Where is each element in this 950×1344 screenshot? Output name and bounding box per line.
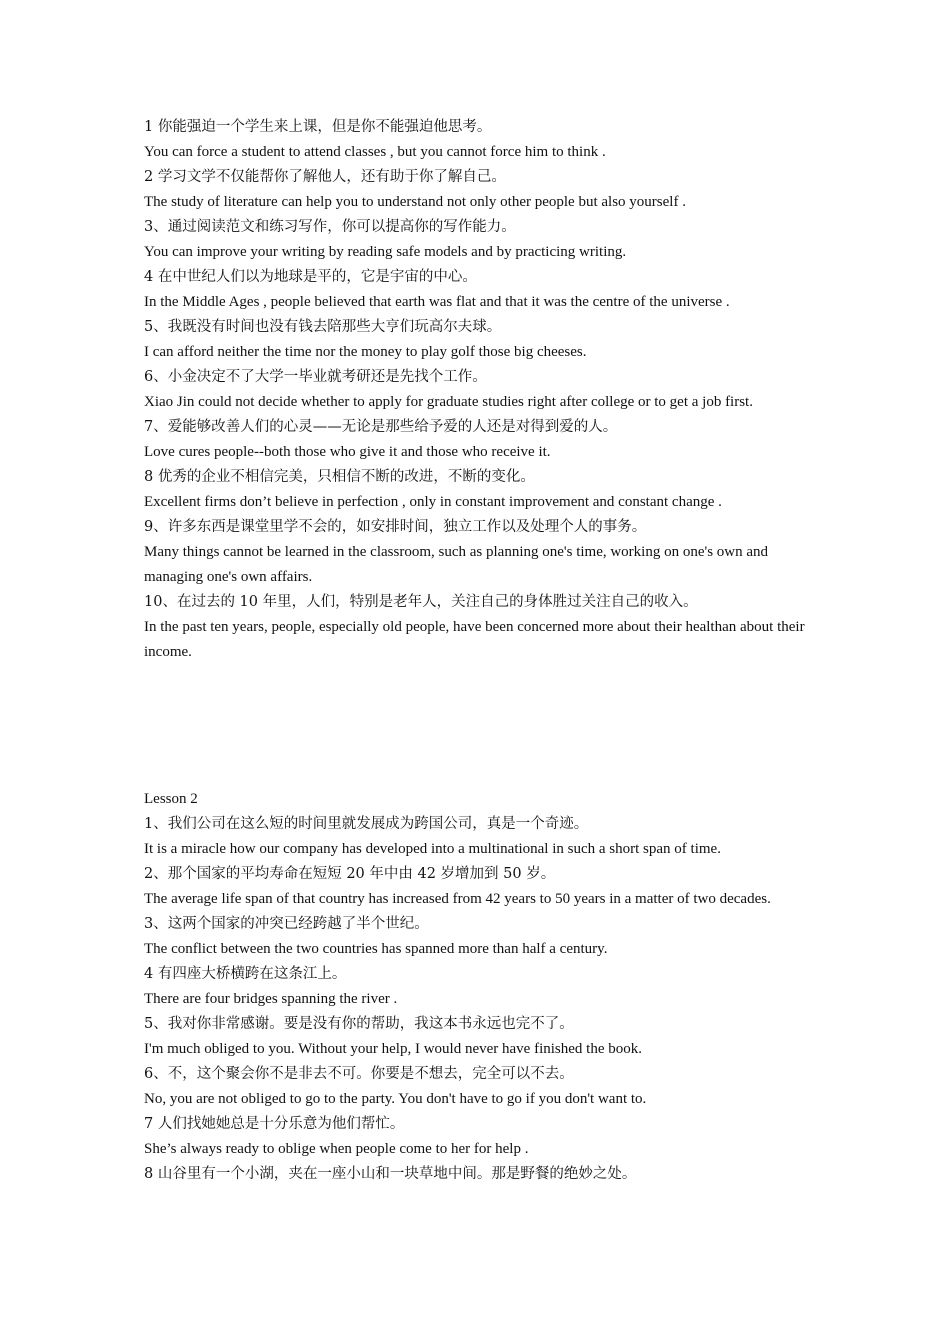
lesson-2-section [144, 787, 814, 1187]
sentence-5-english: I can afford neither the time nor the money to play golf those big cheeses. [144, 344, 587, 360]
lesson-1-section [144, 115, 814, 665]
lesson-2-sentence-5-english: I'm much obliged to you. Without your help, I would never have finished the book. [144, 1041, 642, 1057]
sentence-4-chinese: 4 在中世纪人们以为地球是平的，它是宇宙的中心。 [144, 269, 477, 285]
sentence-2-english: The study of literature can help you to understand not only other people but also yourself . [144, 194, 686, 210]
sentence-3-chinese: 3、通过阅读范文和练习写作，你可以提高你的写作能力。 [144, 219, 516, 235]
sentence-2-chinese: 2 学习文学不仅能帮你了解他人，还有助于你了解自己。 [144, 169, 506, 185]
sentence-5-chinese: 5、我既没有时间也没有钱去陪那些大亨们玩高尔夫球。 [144, 319, 502, 335]
lesson-2-heading: Lesson 2 [144, 791, 198, 807]
lesson-2-sentence-8-chinese: 8 山谷里有一个小湖，夹在一座小山和一块草地中间。那是野餐的绝妙之处。 [144, 1166, 637, 1182]
lesson-2-sentence-7-chinese: 7 人们找她她总是十分乐意为他们帮忙。 [144, 1116, 405, 1132]
sentence-4-english: In the Middle Ages , people believed that earth was flat and that it was the centre of the universe . [144, 294, 730, 310]
lesson-2-sentence-3-english: The conflict between the two countries has spanned more than half a century. [144, 941, 608, 957]
sentence-10-english: In the past ten years, people, especially old people, have been concerned more about their healthan about their income. [144, 619, 805, 660]
lesson-2-sentence-7-english: She’s always ready to oblige when people come to her for help . [144, 1141, 529, 1157]
sentence-10-chinese: 10、在过去的 10 年里，人们，特别是老年人，关注自己的身体胜过关注自己的收入。 [144, 594, 698, 610]
sentence-6-english: Xiao Jin could not decide whether to apply for graduate studies right after college or to get a job first. [144, 394, 753, 410]
lesson-2-sentence-3-chinese: 3、这两个国家的冲突已经跨越了半个世纪。 [144, 916, 429, 932]
sentence-7-english: Love cures people--both those who give it and those who receive it. [144, 444, 551, 460]
lesson-2-sentence-1-chinese: 1、我们公司在这么短的时间里就发展成为跨国公司，真是一个奇迹。 [144, 816, 589, 832]
lesson-2-sentence-6-english: No, you are not obliged to go to the party. You don't have to go if you don't want to. [144, 1091, 647, 1107]
sentence-7-chinese: 7、爱能够改善人们的心灵——无论是那些给予爱的人还是对得到爱的人。 [144, 419, 618, 435]
sentence-1-english: You can force a student to attend classes , but you cannot force him to think . [144, 144, 606, 160]
lesson-2-sentence-1-english: It is a miracle how our company has developed into a multinational in such a short span of time. [144, 841, 721, 857]
sentence-3-english: You can improve your writing by reading safe models and by practicing writing. [144, 244, 627, 260]
lesson-2-sentence-5-chinese: 5、我对你非常感谢。要是没有你的帮助，我这本书永远也完不了。 [144, 1016, 574, 1032]
lesson-2-sentence-2-chinese: 2、那个国家的平均寿命在短短 20 年中由 42 岁增加到 50 岁。 [144, 866, 556, 882]
sentence-6-chinese: 6、小金决定不了大学一毕业就考研还是先找个工作。 [144, 369, 487, 385]
lesson-2-sentence-4-chinese: 4 有四座大桥横跨在这条江上。 [144, 966, 347, 982]
lesson-2-sentence-6-chinese: 6、不，这个聚会你不是非去不可。你要是不想去，完全可以不去。 [144, 1066, 574, 1082]
sentence-8-english: Excellent firms don’t believe in perfection , only in constant improvement and constant change . [144, 494, 722, 510]
lesson-2-sentence-2-english: The average life span of that country has increased from 42 years to 50 years in a matter of two decades. [144, 891, 771, 907]
lesson-2-sentence-4-english: There are four bridges spanning the river . [144, 991, 398, 1007]
sentence-9-chinese: 9、许多东西是课堂里学不会的，如安排时间，独立工作以及处理个人的事务。 [144, 519, 647, 535]
sentence-9-english: Many things cannot be learned in the classroom, such as planning one's time, working on one's own and managing one's own affairs. [144, 544, 769, 585]
sentence-8-chinese: 8 优秀的企业不相信完美，只相信不断的改进，不断的变化。 [144, 469, 535, 485]
sentence-1-chinese: 1 你能强迫一个学生来上课，但是你不能强迫他思考。 [144, 119, 492, 135]
